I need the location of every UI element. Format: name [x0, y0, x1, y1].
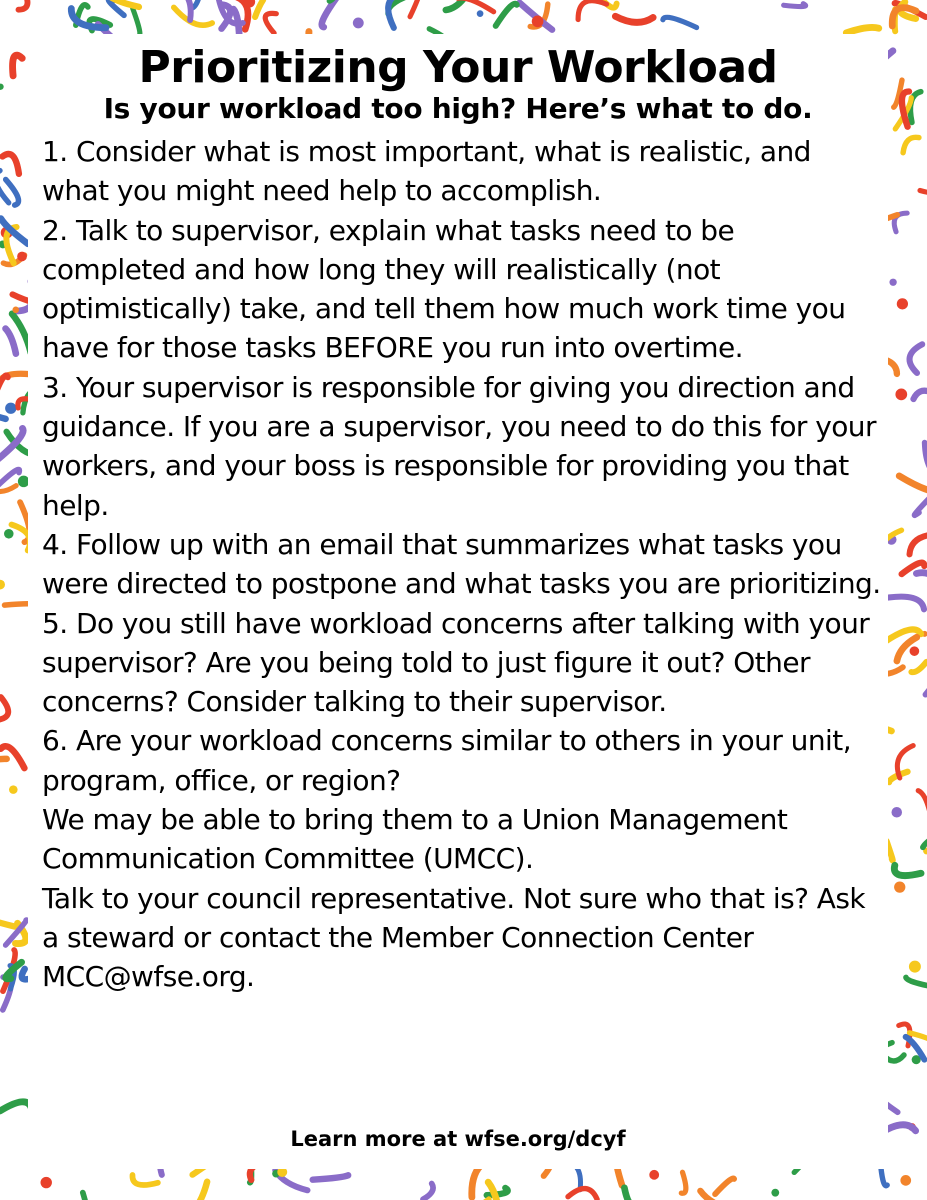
confetti-squiggle: [3, 154, 19, 174]
confetti-squiggle: [624, 1188, 634, 1200]
confetti-squiggle: [0, 1102, 31, 1111]
confetti-dot: [40, 1177, 51, 1188]
confetti-squiggle: [914, 497, 927, 515]
confetti-squiggle: [903, 137, 919, 152]
confetti-squiggle: [6, 329, 16, 354]
confetti-dot: [477, 10, 484, 17]
confetti-squiggle: [0, 375, 8, 396]
confetti-dot: [909, 961, 921, 973]
step-2: 2. Talk to supervisor, explain what tasks need to be completed and how long they will realistically (not optimistically) take, and tell them how much work time you have for those tasks BEFORE you run into overtime.: [42, 213, 846, 365]
confetti-squiggle: [323, 0, 334, 1]
step-1: 1. Consider what is most important, what is realistic, and what you might need help to accomplish.: [42, 135, 811, 208]
confetti-dot: [12, 306, 19, 313]
confetti-squiggle: [885, 597, 924, 610]
confetti-squiggle: [663, 17, 697, 27]
confetti-dot: [894, 881, 905, 892]
page-title: Prioritizing Your Workload: [138, 42, 778, 93]
confetti-squiggle: [322, 0, 344, 27]
confetti-squiggle: [83, 1193, 92, 1200]
confetti-squiggle: [0, 915, 15, 927]
confetti-dot: [771, 1189, 779, 1197]
confetti-squiggle: [923, 825, 927, 848]
confetti-squiggle: [568, 1189, 597, 1200]
confetti-squiggle: [911, 662, 926, 672]
confetti-squiggle: [0, 697, 8, 720]
confetti-squiggle: [0, 486, 16, 492]
confetti-squiggle: [0, 87, 1, 121]
confetti-dot: [897, 298, 908, 309]
confetti-dot: [891, 807, 902, 818]
confetti-squiggle: [910, 534, 927, 554]
confetti-dot: [4, 529, 14, 539]
confetti-squiggle: [0, 415, 6, 419]
confetti-squiggle: [920, 181, 927, 192]
confetti-dot: [900, 1175, 911, 1186]
confetti-squiggle: [906, 977, 927, 987]
confetti-squiggle: [846, 27, 878, 32]
confetti-squiggle: [313, 1175, 349, 1179]
confetti-squiggle: [918, 791, 927, 811]
confetti-squiggle: [681, 1172, 686, 1193]
confetti-dot: [649, 1170, 659, 1180]
confetti-squiggle: [0, 759, 7, 794]
confetti-dot: [353, 18, 364, 29]
page-subtitle: Is your workload too high? Here’s what to do.: [103, 92, 813, 125]
confetti-squiggle: [0, 171, 9, 203]
confetti-squiggle: [578, 1, 607, 20]
confetti-squiggle: [910, 344, 923, 373]
confetti-squiggle: [132, 1175, 157, 1185]
step-5: 5. Do you still have workload concerns after talking with your supervisor? Are you being told to just figure it out? Other concerns? Consider talking to their supervisor.: [42, 606, 870, 719]
confetti-dot: [0, 580, 5, 590]
confetti-squiggle: [881, 1168, 887, 1186]
step-3: 3. Your supervisor is responsible for giving you direction and guidance. If you are a supervisor, you need to do this for your workers, and your boss is responsible for providing you that help.: [42, 370, 876, 522]
step-4: 4. Follow up with an email that summarizes what tasks you were directed to postpone and what tasks you are prioritizing.: [42, 527, 881, 601]
confetti-dot: [5, 403, 16, 414]
confetti-squiggle: [916, 573, 927, 598]
confetti-squiggle: [715, 1178, 734, 1194]
step-6: 6. Are your workload concerns similar to others in your unit, program, office, or region?: [42, 724, 852, 797]
confetti-squiggle: [914, 391, 927, 399]
contact-note: Talk to your council representative. Not sure who that is? Ask a steward or contact the Member Connection Center MCC@wfse.org.: [42, 881, 866, 994]
confetti-squiggle: [13, 55, 23, 76]
confetti-dot: [17, 252, 27, 262]
confetti-squiggle: [784, 4, 806, 7]
confetti-dot: [910, 646, 920, 656]
confetti-dot: [895, 389, 907, 401]
confetti-squiggle: [133, 8, 140, 35]
confetti-squiggle: [615, 16, 653, 22]
confetti-squiggle: [410, 0, 422, 17]
confetti-dot: [889, 279, 896, 286]
confetti-squiggle: [899, 476, 927, 491]
confetti-dot: [9, 785, 18, 794]
confetti-squiggle: [255, 0, 263, 17]
confetti-squiggle: [894, 865, 921, 875]
confetti-squiggle: [190, 1182, 207, 1200]
confetti-squiggle: [265, 13, 276, 33]
instructions-body: [42, 132, 882, 997]
confetti-squiggle: [496, 4, 517, 26]
content-panel: [28, 34, 888, 1169]
footer-link-text: Learn more at wfse.org/dcyf: [290, 1127, 626, 1151]
umcc-note: We may be able to bring them to a Union Management Communication Committee (UMCC).: [42, 803, 788, 876]
confetti-squiggle: [423, 1184, 433, 1200]
confetti-dot: [532, 16, 544, 28]
confetti-squiggle: [19, 0, 28, 10]
